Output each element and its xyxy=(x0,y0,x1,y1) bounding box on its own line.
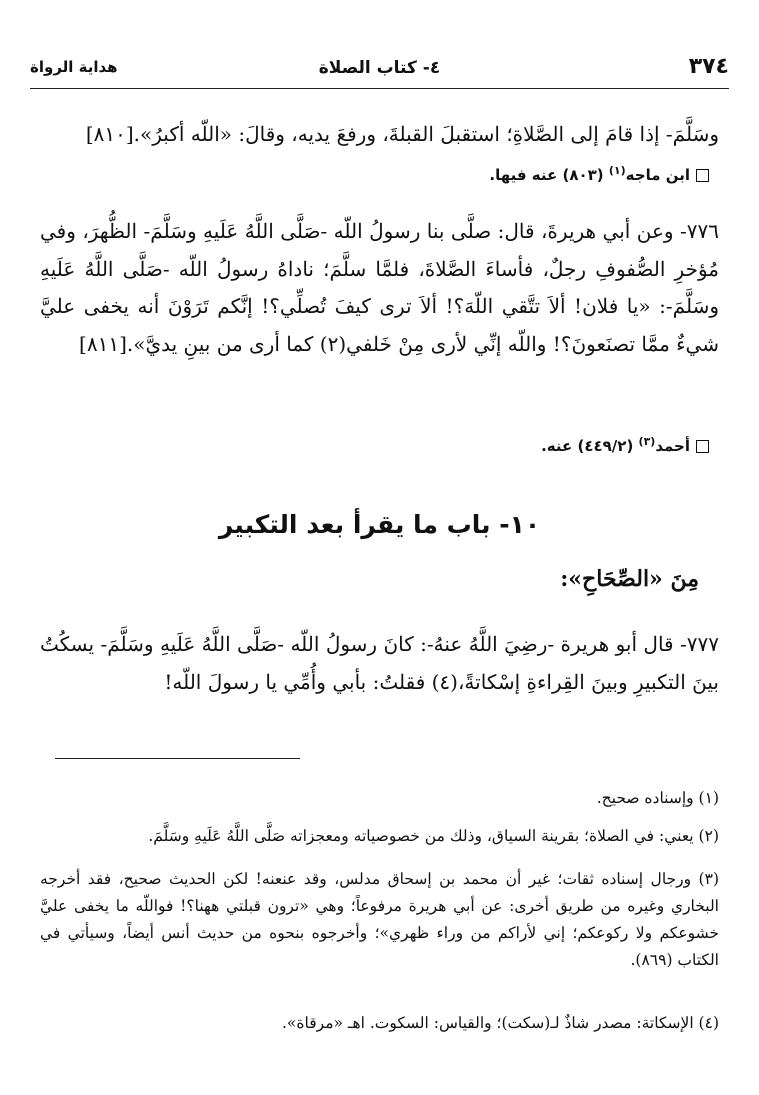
hadith-777: ٧٧٧- قال أبو هريرة -رضِيَ اللَّهُ عنهُ-: كانَ رسولُ اللّه -صَلَّى اللَّهُ عَلَيهِ وسَلَّمَ- يسكُتُ بينَ التكبيرِ وبينَ القِراءةِ إسْكاتةً،(٤) فقلتُ: بأبي وأُمِّي يا رسولَ اللّه! xyxy=(40,632,719,694)
section-heading: ١٠- باب ما يقرأ بعد التكبير xyxy=(218,510,541,539)
hadith-776: ٧٧٦- وعن أبي هريرةَ، قال: صلَّى بنا رسولُ اللّه -صَلَّى اللَّهُ عَلَيهِ وسَلَّمَ- الظُّهرَ، وفي مُؤخرِ الصُّفوفِ رجلٌ، فأساءَ الصَّلاةَ، فلمَّا سلَّمَ؛ ناداهُ رسولُ اللّه -صَلَّى اللَّهُ عَلَيهِ وسَلَّمَ-: «يا فلان! ألاَ تتَّقي اللّهَ؟! ألاَ ترى كيفَ تُصلِّي؟! إنَّكم تَرَوْنَ أنه يخفى عليَّ شيءٌ ممَّا تصنَعونَ؟! واللّه إنِّي لأرى مِنْ خَلفي(٢) كما أرى من بينِ يديَّ».[٨١١] xyxy=(40,219,719,356)
footnote-marker: (٣) xyxy=(638,435,656,448)
source-name: أحمد xyxy=(655,437,690,455)
source-reference-2 xyxy=(541,435,709,455)
source-detail: (٨٠٣) عنه فيها. xyxy=(489,166,604,184)
footnote-1: (١) وإسناده صحيح. xyxy=(596,789,719,807)
hadith-paragraph-continued: وسَلَّمَ- إذا قامَ إلى الصَّلاةِ؛ استقبلَ القبلةَ، ورفعَ يديه، وقالَ: «اللّه أكبرُ».[٨١٠] xyxy=(85,122,719,146)
footnote-marker: (١) xyxy=(608,164,626,177)
footnote-2: (٢) يعني: في الصلاة؛ بقرينة السياق، وذلك من خصوصياته ومعجزاته صَلَّى اللَّهُ عَلَيهِ وسَلَّمَ. xyxy=(148,827,719,845)
subheading-sahih: مِنَ «الصِّحَاحِ»: xyxy=(560,566,699,592)
source-name: ابن ماجه xyxy=(625,166,690,184)
square-bullet-icon xyxy=(696,169,709,182)
footnote-3: (٣) ورجال إسناده ثقات؛ غير أن محمد بن إسحاق مدلس، وقد عنعنه! لكن الحديث صحيح، فقد أخرجه البخاري وغيره من طريق أخرى: عن أبي هريرة مرفوعاً؛ وهي «ترون قبلتي ههنا؟! فواللّه ما يخفى عليَّ خشوعكم ولا ركوعكم؛ إني لأراكم من وراء ظهري»؛ وأخرجوه بنحوه من حديث أنس أيضاً، وسيأتي في الكتاب (٨٦٩). xyxy=(40,870,719,969)
footnote-4: (٤) الإسكاتة: مصدر شاذٌ لـ(سكت)؛ والقياس: السكوت. اهـ «مرقاة». xyxy=(281,1014,719,1032)
source-reference-1 xyxy=(489,164,709,184)
square-bullet-icon xyxy=(696,440,709,453)
chapter-title: ٤- كتاب الصلاة xyxy=(318,58,441,78)
page-number: ٣٧٤ xyxy=(688,54,729,79)
source-detail: (٤٤٩/٢) عنه. xyxy=(541,437,634,455)
page-header xyxy=(30,52,729,89)
book-title: هداية الرواة xyxy=(30,58,118,76)
footnote-divider xyxy=(55,758,300,759)
